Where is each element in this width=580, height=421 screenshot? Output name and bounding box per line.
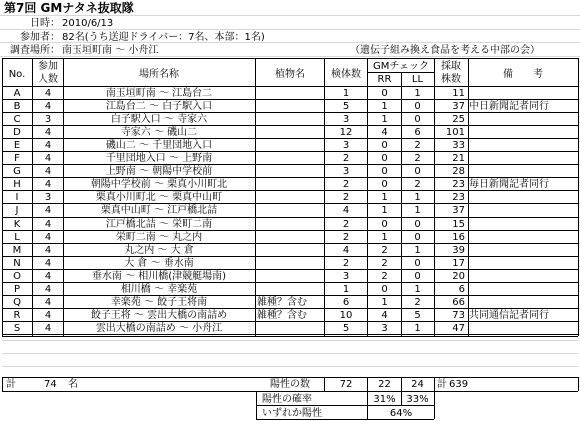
border-line	[434, 377, 435, 391]
cell-ll: 2	[414, 153, 421, 165]
survey-place-label: 調査場所：	[10, 45, 60, 56]
header-remarks: 備 考	[503, 69, 543, 80]
border-line	[2, 321, 578, 322]
border-line	[367, 391, 368, 405]
cell-place: 相川橋 〜 幸楽苑	[120, 283, 198, 295]
border-line	[2, 377, 578, 378]
cell-no: E	[13, 140, 21, 152]
border-line	[0, 42, 580, 43]
cell-no: D	[13, 127, 21, 139]
cell-remarks: 共同通信記者同行	[469, 309, 549, 321]
cell-no: F	[14, 153, 20, 165]
total-collected-label: 計	[437, 379, 447, 390]
cell-people: 4	[44, 140, 52, 152]
cell-place: 江戸橋北詰 〜 栄町二南	[105, 218, 213, 230]
border-line	[2, 282, 578, 283]
border-line	[2, 243, 578, 244]
total-ll: 24	[411, 379, 424, 390]
cell-samples: 5	[342, 322, 350, 334]
border-line	[2, 112, 578, 113]
cell-people: 4	[44, 270, 52, 282]
border-line	[578, 58, 579, 336]
cell-collected: 73	[452, 309, 465, 321]
cell-remarks: 毎日新聞記者同行	[469, 179, 549, 191]
total-people: 74	[44, 379, 57, 390]
cell-place: 栗真小川町北 〜 栗真中山町	[95, 192, 223, 204]
positive-rate-label: 陽性の確率	[262, 394, 312, 405]
cell-place: 雲出大橋の南詰め 〜 小舟江	[95, 322, 223, 334]
cell-ll: 1	[414, 192, 421, 204]
border-line	[2, 230, 578, 231]
cell-samples: 3	[342, 114, 350, 126]
border-line	[2, 151, 578, 152]
cell-samples: 12	[339, 127, 353, 139]
border-line	[2, 353, 578, 354]
survey-place-value: 南玉垣町南 〜 小舟江	[62, 45, 159, 56]
cell-ll: 0	[414, 270, 421, 282]
header-samples: 検体数	[331, 69, 361, 80]
either-positive-rate: 64%	[389, 408, 413, 419]
cell-people: 4	[44, 322, 52, 334]
border-line	[401, 391, 402, 405]
cell-collected: 17	[452, 257, 465, 269]
border-line	[256, 391, 257, 405]
cell-people: 4	[44, 309, 52, 321]
border-line	[2, 58, 3, 336]
border-line	[367, 58, 368, 336]
cell-ll: 0	[414, 257, 421, 269]
cell-place: 幸楽苑 〜 餃子王将南	[110, 296, 208, 308]
cell-place: 白子駅入口 〜 寺家六	[110, 114, 208, 126]
border-line	[367, 405, 368, 419]
cell-no: P	[13, 283, 21, 295]
cell-rr: 0	[381, 140, 388, 152]
border-line	[434, 405, 435, 419]
border-line	[32, 58, 33, 336]
cell-people: 4	[44, 179, 52, 191]
border-line	[578, 377, 579, 391]
cell-collected: 11	[452, 88, 465, 99]
border-line	[2, 177, 578, 178]
cell-ll: 1	[414, 88, 421, 99]
border-line	[0, 56, 580, 57]
cell-samples: 1	[342, 283, 350, 295]
border-line	[2, 217, 578, 218]
cell-ll: 0	[414, 166, 421, 178]
cell-rr: 0	[381, 153, 388, 165]
cell-ll: 0	[414, 218, 421, 230]
cell-samples: 2	[342, 257, 350, 269]
border-line	[2, 295, 578, 296]
cell-ll: 5	[414, 309, 421, 321]
cell-collected: 37	[452, 101, 465, 113]
positive-count-label: 陽性の数	[270, 379, 310, 390]
cell-place: 丸之内 〜 大 倉	[124, 244, 194, 256]
cell-place: 磯山二 〜 千里団地入口	[105, 140, 213, 152]
cell-place: 千里団地入口 〜 上野南	[105, 153, 213, 165]
cell-rr: 0	[381, 166, 388, 178]
cell-rr: 1	[381, 192, 388, 204]
cell-collected: 23	[452, 179, 465, 191]
cell-people: 4	[44, 127, 52, 139]
cell-collected: 16	[452, 231, 465, 243]
border-line	[401, 377, 402, 391]
header-no: No.	[8, 69, 26, 80]
ll-rate: 33%	[406, 394, 429, 405]
cell-people: 3	[44, 114, 52, 126]
cell-plant: 雑種？含む	[257, 309, 307, 321]
cell-rr: 4	[381, 127, 388, 139]
cell-collected: 66	[452, 296, 465, 308]
border-line	[2, 86, 578, 87]
cell-ll: 1	[414, 283, 421, 295]
cell-rr: 2	[381, 244, 388, 256]
border-line	[255, 58, 256, 336]
cell-samples: 2	[342, 179, 350, 191]
cell-samples: 2	[342, 231, 350, 243]
cell-collected: 6	[458, 283, 465, 295]
header-place: 場所名称	[139, 69, 179, 80]
cell-samples: 5	[342, 101, 350, 113]
border-line	[434, 391, 435, 405]
cell-ll: 1	[414, 205, 421, 217]
border-line	[2, 336, 578, 337]
cell-place: 栄町二南 〜 丸之内	[115, 231, 203, 243]
cell-place: 寺家六 〜 磯山二	[120, 127, 198, 139]
border-line	[434, 58, 435, 336]
cell-people: 3	[44, 192, 52, 204]
cell-people: 4	[44, 101, 52, 113]
border-line	[2, 256, 578, 257]
cell-no: K	[13, 218, 21, 230]
cell-no: S	[13, 322, 21, 334]
organizer-note: （遺伝子組み換え食品を考える中部の会）	[350, 45, 540, 56]
cell-people: 4	[44, 153, 52, 165]
border-line	[2, 203, 578, 204]
cell-people: 4	[44, 231, 52, 243]
border-line	[0, 29, 580, 30]
cell-ll: 6	[414, 127, 421, 139]
cell-people: 4	[44, 257, 52, 269]
border-line	[2, 190, 578, 191]
cell-no: N	[13, 257, 21, 269]
cell-people: 4	[44, 205, 52, 217]
border-line	[256, 405, 257, 419]
cell-ll: 0	[414, 231, 421, 243]
cell-place: 南玉垣町南 〜 江島台二	[105, 88, 213, 99]
cell-plant: 雑種？含む	[257, 296, 307, 308]
cell-rr: 0	[381, 218, 388, 230]
cell-place: 餃子王将 〜 雲出大橋の南詰め	[90, 309, 228, 321]
cell-people: 4	[44, 166, 52, 178]
cell-samples: 2	[342, 192, 350, 204]
header-people-line2: 人数	[38, 74, 58, 85]
cell-no: L	[14, 231, 20, 243]
cell-rr: 0	[381, 88, 388, 99]
cell-ll: 0	[414, 114, 421, 126]
total-samples: 72	[339, 379, 353, 390]
cell-place: 江島台二 〜 白子駅入口	[105, 101, 213, 113]
cell-ll: 2	[414, 296, 421, 308]
cell-samples: 3	[342, 270, 350, 282]
border-line	[63, 58, 64, 336]
header-people-line1: 参加	[38, 61, 58, 72]
cell-place: 上野南 〜 朝陽中学校前	[105, 166, 213, 178]
cell-place: 朝陽中学校前 〜 栗真小川町北	[90, 179, 228, 191]
header-collected-line2: 株数	[441, 74, 461, 85]
cell-collected: 47	[452, 322, 465, 334]
cell-samples: 4	[342, 244, 350, 256]
cell-samples: 6	[342, 296, 350, 308]
cell-samples: 3	[342, 140, 350, 152]
header-gm-check: GMチェック	[372, 61, 430, 72]
cell-no: O	[13, 270, 21, 282]
total-collected: 639	[449, 379, 469, 390]
border-line	[2, 377, 3, 391]
cell-people: 4	[44, 244, 52, 256]
date-label: 日時：	[30, 18, 60, 29]
cell-samples: 1	[342, 88, 350, 99]
cell-ll: 2	[414, 140, 421, 152]
border-line	[2, 391, 578, 392]
cell-collected: 20	[452, 270, 465, 282]
cell-collected: 39	[452, 244, 465, 256]
cell-collected: 33	[452, 140, 465, 152]
border-line	[2, 366, 578, 367]
border-line	[2, 340, 578, 341]
border-line	[2, 334, 578, 335]
border-line	[367, 377, 368, 391]
cell-collected: 25	[452, 114, 465, 126]
cell-collected: 23	[452, 192, 465, 204]
cell-samples: 2	[342, 153, 350, 165]
cell-rr: 2	[381, 257, 388, 269]
header-rr: RR	[377, 74, 392, 85]
border-line	[324, 58, 325, 336]
header-collected-line1: 採取	[441, 61, 461, 72]
cell-samples: 10	[339, 309, 353, 321]
cell-no: R	[13, 309, 21, 321]
cell-rr: 0	[381, 283, 388, 295]
page-title: 第7回 GMナタネ抜取隊	[4, 1, 134, 15]
cell-ll: 1	[414, 244, 421, 256]
cell-collected: 21	[452, 153, 465, 165]
border-line	[2, 164, 578, 165]
cell-no: G	[13, 166, 21, 178]
rr-rate: 31%	[373, 394, 396, 405]
cell-no: H	[13, 179, 21, 191]
cell-rr: 1	[381, 114, 388, 126]
cell-no: M	[12, 244, 22, 256]
total-rr: 22	[378, 379, 391, 390]
cell-no: J	[15, 205, 19, 217]
cell-place: 大 倉 〜 垂水南	[124, 257, 194, 269]
cell-rr: 0	[381, 179, 388, 191]
border-line	[2, 138, 578, 139]
cell-rr: 1	[381, 101, 388, 113]
header-plant: 植物名	[275, 69, 305, 80]
border-line	[468, 58, 469, 336]
cell-collected: 37	[452, 205, 465, 217]
cell-collected: 101	[445, 127, 465, 139]
border-line	[2, 308, 578, 309]
cell-ll: 2	[414, 179, 421, 191]
cell-collected: 15	[452, 218, 465, 230]
border-line	[2, 99, 578, 100]
total-people-unit: 名	[68, 379, 78, 390]
cell-people: 4	[44, 296, 52, 308]
cell-no: C	[13, 114, 21, 126]
cell-rr: 1	[381, 296, 388, 308]
cell-ll: 0	[414, 101, 421, 113]
cell-samples: 2	[342, 218, 350, 230]
border-line	[324, 377, 325, 391]
cell-rr: 1	[381, 205, 388, 217]
either-positive-label: いずれか陽性	[262, 408, 322, 419]
border-line	[401, 72, 402, 336]
participants-label: 参加者：	[20, 32, 60, 43]
border-line	[256, 405, 434, 406]
cell-rr: 1	[381, 231, 388, 243]
cell-people: 4	[44, 283, 52, 295]
border-line	[256, 419, 434, 420]
cell-place: 栗真中山町 〜 江戸橋北詰	[100, 205, 218, 217]
cell-collected: 28	[452, 166, 465, 178]
cell-samples: 4	[342, 205, 350, 217]
cell-rr: 4	[381, 309, 388, 321]
cell-place: 垂水南 〜 相川橋(津競艇場南)	[91, 270, 227, 282]
cell-samples: 3	[342, 166, 350, 178]
border-line	[2, 125, 578, 126]
date-value: 2010/6/13	[62, 18, 114, 29]
cell-no: Q	[13, 296, 21, 308]
cell-remarks: 中日新聞記者同行	[469, 101, 549, 113]
cell-people: 4	[44, 88, 52, 99]
cell-people: 4	[44, 218, 52, 230]
cell-no: I	[15, 192, 19, 204]
cell-no: B	[13, 101, 21, 113]
border-line	[0, 15, 580, 16]
cell-no: A	[13, 88, 21, 99]
border-line	[2, 58, 578, 59]
cell-rr: 2	[381, 270, 388, 282]
cell-ll: 1	[414, 322, 421, 334]
header-ll: LL	[411, 74, 424, 85]
border-line	[2, 269, 578, 270]
participants-value: 82名(うち送迎ドライバー：7名、本部：1名)	[62, 32, 265, 43]
total-label: 計	[6, 379, 16, 390]
cell-rr: 3	[381, 322, 388, 334]
